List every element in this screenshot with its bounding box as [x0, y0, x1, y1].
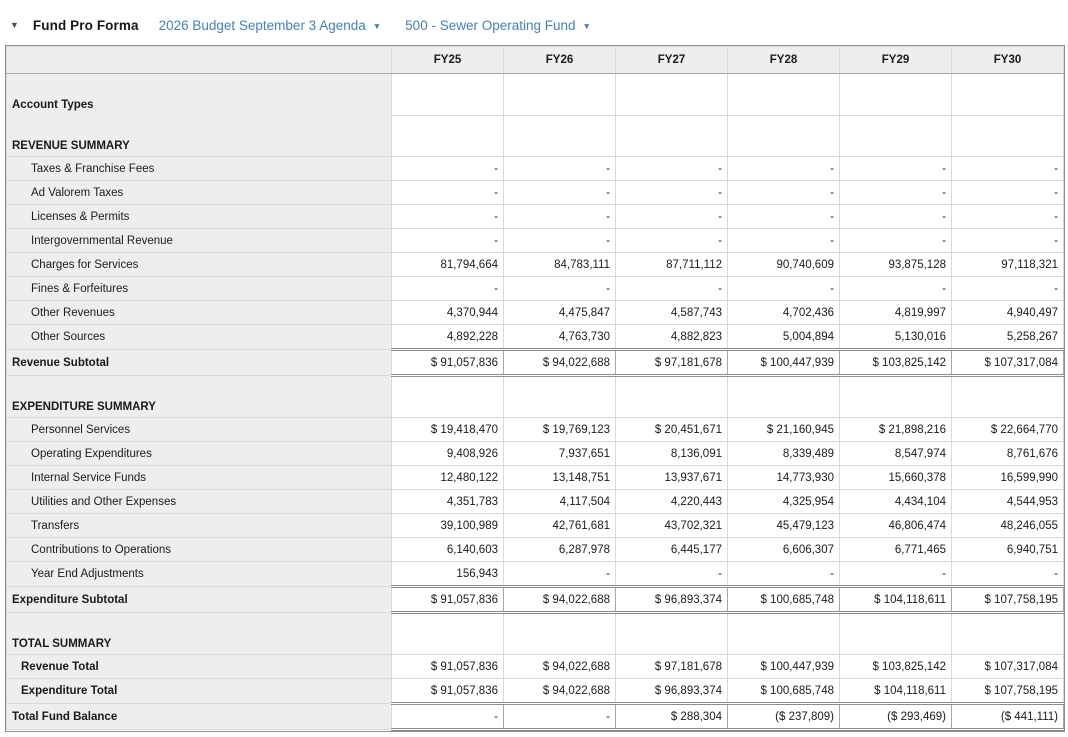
- value-cell: -: [728, 562, 840, 587]
- budget-dropdown-label: 2026 Budget September 3 Agenda: [158, 17, 366, 33]
- value-cell: [504, 376, 616, 418]
- value-cell: -: [840, 205, 952, 229]
- row-label: Internal Service Funds: [7, 466, 392, 490]
- value-cell: 5,004,894: [728, 325, 840, 350]
- row-label: TOTAL SUMMARY: [7, 613, 392, 655]
- value-cell: 4,940,497: [952, 301, 1064, 325]
- value-cell: -: [392, 181, 504, 205]
- value-cell: 97,118,321: [952, 253, 1064, 277]
- value-cell: 4,351,783: [392, 490, 504, 514]
- value-cell: -: [840, 562, 952, 587]
- value-cell: $ 288,304: [616, 704, 728, 730]
- value-cell: $ 94,022,688: [504, 587, 616, 613]
- pro-forma-table-container: [5, 45, 1065, 732]
- value-cell: [504, 74, 616, 116]
- table-row: [7, 587, 1064, 613]
- row-label: Account Types: [7, 74, 392, 116]
- value-cell: 4,325,954: [728, 490, 840, 514]
- value-cell: -: [616, 229, 728, 253]
- value-cell: 156,943: [392, 562, 504, 587]
- value-cell: $ 100,447,939: [728, 655, 840, 679]
- value-cell: 8,761,676: [952, 442, 1064, 466]
- value-cell: $ 107,758,195: [952, 679, 1064, 704]
- value-cell: 9,408,926: [392, 442, 504, 466]
- value-cell: -: [728, 181, 840, 205]
- value-cell: 15,660,378: [840, 466, 952, 490]
- value-cell: 14,773,930: [728, 466, 840, 490]
- value-cell: 4,220,443: [616, 490, 728, 514]
- table-row: [7, 115, 1064, 157]
- value-cell: 5,130,016: [840, 325, 952, 350]
- value-cell: [952, 115, 1064, 157]
- value-cell: $ 94,022,688: [504, 679, 616, 704]
- value-cell: 4,819,997: [840, 301, 952, 325]
- table-row: [7, 562, 1064, 587]
- value-cell: [392, 613, 504, 655]
- value-cell: -: [392, 277, 504, 301]
- value-cell: [728, 115, 840, 157]
- value-cell: $ 97,181,678: [616, 350, 728, 376]
- value-cell: -: [504, 205, 616, 229]
- value-cell: [616, 376, 728, 418]
- table-row: [7, 538, 1064, 562]
- fund-dropdown-label: 500 - Sewer Operating Fund: [405, 17, 576, 33]
- column-header-fy28: FY28: [728, 47, 840, 74]
- table-row: [7, 277, 1064, 301]
- value-cell: -: [504, 277, 616, 301]
- value-cell: 13,937,671: [616, 466, 728, 490]
- row-label: Transfers: [7, 514, 392, 538]
- value-cell: $ 94,022,688: [504, 655, 616, 679]
- value-cell: [616, 613, 728, 655]
- table-row: [7, 466, 1064, 490]
- value-cell: $ 21,160,945: [728, 418, 840, 442]
- row-label: Fines & Forfeitures: [7, 277, 392, 301]
- value-cell: $ 104,118,611: [840, 679, 952, 704]
- value-cell: $ 103,825,142: [840, 655, 952, 679]
- value-cell: -: [728, 157, 840, 181]
- value-cell: -: [840, 181, 952, 205]
- row-label: Other Revenues: [7, 301, 392, 325]
- value-cell: 4,434,104: [840, 490, 952, 514]
- value-cell: 6,940,751: [952, 538, 1064, 562]
- table-row: [7, 350, 1064, 376]
- fund-dropdown[interactable]: [405, 18, 591, 33]
- value-cell: [952, 376, 1064, 418]
- value-cell: 45,479,123: [728, 514, 840, 538]
- value-cell: [840, 74, 952, 116]
- value-cell: $ 91,057,836: [392, 655, 504, 679]
- value-cell: 6,445,177: [616, 538, 728, 562]
- chevron-down-icon: ▼: [372, 20, 382, 31]
- table-row: [7, 679, 1064, 704]
- value-cell: $ 21,898,216: [840, 418, 952, 442]
- value-cell: -: [952, 229, 1064, 253]
- value-cell: -: [616, 181, 728, 205]
- value-cell: 42,761,681: [504, 514, 616, 538]
- value-cell: 4,702,436: [728, 301, 840, 325]
- table-row: [7, 490, 1064, 514]
- value-cell: $ 94,022,688: [504, 350, 616, 376]
- pro-forma-table: [6, 46, 1064, 731]
- value-cell: 5,258,267: [952, 325, 1064, 350]
- collapse-arrow-icon[interactable]: ▼: [10, 19, 19, 30]
- value-cell: 7,937,651: [504, 442, 616, 466]
- row-label: Total Fund Balance: [7, 704, 392, 730]
- column-header-fy27: FY27: [616, 47, 728, 74]
- value-cell: 4,882,823: [616, 325, 728, 350]
- table-row: [7, 205, 1064, 229]
- value-cell: $ 22,664,770: [952, 418, 1064, 442]
- value-cell: -: [616, 205, 728, 229]
- value-cell: 6,771,465: [840, 538, 952, 562]
- table-row: [7, 655, 1064, 679]
- value-cell: -: [504, 181, 616, 205]
- value-cell: -: [728, 205, 840, 229]
- row-label: Revenue Subtotal: [7, 350, 392, 376]
- value-cell: 43,702,321: [616, 514, 728, 538]
- value-cell: $ 100,685,748: [728, 587, 840, 613]
- column-header-fy26: FY26: [504, 47, 616, 74]
- value-cell: [728, 613, 840, 655]
- value-cell: ($ 237,809): [728, 704, 840, 730]
- value-cell: [616, 74, 728, 116]
- value-cell: $ 20,451,671: [616, 418, 728, 442]
- value-cell: -: [392, 157, 504, 181]
- value-cell: [728, 376, 840, 418]
- row-label: Licenses & Permits: [7, 205, 392, 229]
- value-cell: 46,806,474: [840, 514, 952, 538]
- value-cell: -: [504, 157, 616, 181]
- value-cell: $ 100,447,939: [728, 350, 840, 376]
- value-cell: -: [504, 704, 616, 730]
- value-cell: $ 104,118,611: [840, 587, 952, 613]
- value-cell: -: [952, 277, 1064, 301]
- value-cell: 6,287,978: [504, 538, 616, 562]
- value-cell: [392, 376, 504, 418]
- value-cell: [840, 613, 952, 655]
- value-cell: -: [840, 229, 952, 253]
- value-cell: $ 100,685,748: [728, 679, 840, 704]
- table-row: [7, 325, 1064, 350]
- value-cell: 48,246,055: [952, 514, 1064, 538]
- row-label: Taxes & Franchise Fees: [7, 157, 392, 181]
- row-label: REVENUE SUMMARY: [7, 115, 392, 157]
- table-row: [7, 613, 1064, 655]
- value-cell: 6,140,603: [392, 538, 504, 562]
- value-cell: $ 97,181,678: [616, 655, 728, 679]
- value-cell: 4,370,944: [392, 301, 504, 325]
- value-cell: 4,892,228: [392, 325, 504, 350]
- value-cell: [728, 74, 840, 116]
- table-row: [7, 514, 1064, 538]
- table-row: [7, 442, 1064, 466]
- value-cell: 93,875,128: [840, 253, 952, 277]
- value-cell: $ 103,825,142: [840, 350, 952, 376]
- column-header-fy30: FY30: [952, 47, 1064, 74]
- column-header-fy25: FY25: [392, 47, 504, 74]
- value-cell: -: [952, 205, 1064, 229]
- row-label: Ad Valorem Taxes: [7, 181, 392, 205]
- value-cell: [392, 115, 504, 157]
- value-cell: 8,136,091: [616, 442, 728, 466]
- value-cell: -: [504, 229, 616, 253]
- value-cell: -: [392, 205, 504, 229]
- row-label: Expenditure Subtotal: [7, 587, 392, 613]
- value-cell: 87,711,112: [616, 253, 728, 277]
- value-cell: $ 91,057,836: [392, 587, 504, 613]
- value-cell: -: [616, 157, 728, 181]
- table-row: [7, 704, 1064, 730]
- value-cell: 12,480,122: [392, 466, 504, 490]
- value-cell: -: [840, 157, 952, 181]
- value-cell: [952, 613, 1064, 655]
- table-header-row: [7, 47, 1064, 74]
- value-cell: 13,148,751: [504, 466, 616, 490]
- value-cell: 4,587,743: [616, 301, 728, 325]
- column-header-fy29: FY29: [840, 47, 952, 74]
- row-label: EXPENDITURE SUMMARY: [7, 376, 392, 418]
- row-label: Charges for Services: [7, 253, 392, 277]
- table-row: [7, 253, 1064, 277]
- value-cell: 8,547,974: [840, 442, 952, 466]
- toolbar: [0, 0, 1068, 38]
- value-cell: [616, 115, 728, 157]
- value-cell: -: [616, 277, 728, 301]
- value-cell: ($ 293,469): [840, 704, 952, 730]
- value-cell: -: [392, 229, 504, 253]
- value-cell: -: [728, 229, 840, 253]
- table-row: [7, 229, 1064, 253]
- value-cell: -: [952, 181, 1064, 205]
- value-cell: $ 19,418,470: [392, 418, 504, 442]
- value-cell: [840, 115, 952, 157]
- value-cell: 81,794,664: [392, 253, 504, 277]
- table-row: [7, 181, 1064, 205]
- value-cell: $ 91,057,836: [392, 679, 504, 704]
- page-title: Fund Pro Forma: [32, 17, 139, 33]
- value-cell: -: [504, 562, 616, 587]
- value-cell: 6,606,307: [728, 538, 840, 562]
- value-cell: 4,544,953: [952, 490, 1064, 514]
- value-cell: $ 107,317,084: [952, 655, 1064, 679]
- row-label: Revenue Total: [7, 655, 392, 679]
- table-row: [7, 157, 1064, 181]
- value-cell: 84,783,111: [504, 253, 616, 277]
- row-label: Other Sources: [7, 325, 392, 350]
- value-cell: 8,339,489: [728, 442, 840, 466]
- value-cell: -: [952, 157, 1064, 181]
- value-cell: $ 107,758,195: [952, 587, 1064, 613]
- value-cell: [952, 74, 1064, 116]
- chevron-down-icon: ▼: [582, 20, 591, 31]
- row-label: Personnel Services: [7, 418, 392, 442]
- row-label: Operating Expenditures: [7, 442, 392, 466]
- value-cell: 4,117,504: [504, 490, 616, 514]
- corner-header-cell: [7, 47, 392, 74]
- value-cell: [504, 613, 616, 655]
- value-cell: $ 96,893,374: [616, 587, 728, 613]
- value-cell: -: [616, 562, 728, 587]
- row-label: Utilities and Other Expenses: [7, 490, 392, 514]
- value-cell: -: [840, 277, 952, 301]
- value-cell: 90,740,609: [728, 253, 840, 277]
- table-row: [7, 301, 1064, 325]
- value-cell: [504, 115, 616, 157]
- table-row: [7, 418, 1064, 442]
- table-row: [7, 376, 1064, 418]
- value-cell: 16,599,990: [952, 466, 1064, 490]
- value-cell: [392, 74, 504, 116]
- row-label: Year End Adjustments: [7, 562, 392, 587]
- value-cell: $ 19,769,123: [504, 418, 616, 442]
- budget-dropdown[interactable]: [159, 18, 382, 33]
- value-cell: $ 96,893,374: [616, 679, 728, 704]
- value-cell: 4,763,730: [504, 325, 616, 350]
- value-cell: $ 107,317,084: [952, 350, 1064, 376]
- row-label: Intergovernmental Revenue: [7, 229, 392, 253]
- value-cell: [840, 376, 952, 418]
- value-cell: 4,475,847: [504, 301, 616, 325]
- table-row: [7, 74, 1064, 116]
- value-cell: -: [392, 704, 504, 730]
- value-cell: -: [952, 562, 1064, 587]
- value-cell: ($ 441,111): [952, 704, 1064, 730]
- value-cell: $ 91,057,836: [392, 350, 504, 376]
- value-cell: -: [728, 277, 840, 301]
- row-label: Contributions to Operations: [7, 538, 392, 562]
- value-cell: 39,100,989: [392, 514, 504, 538]
- row-label: Expenditure Total: [7, 679, 392, 704]
